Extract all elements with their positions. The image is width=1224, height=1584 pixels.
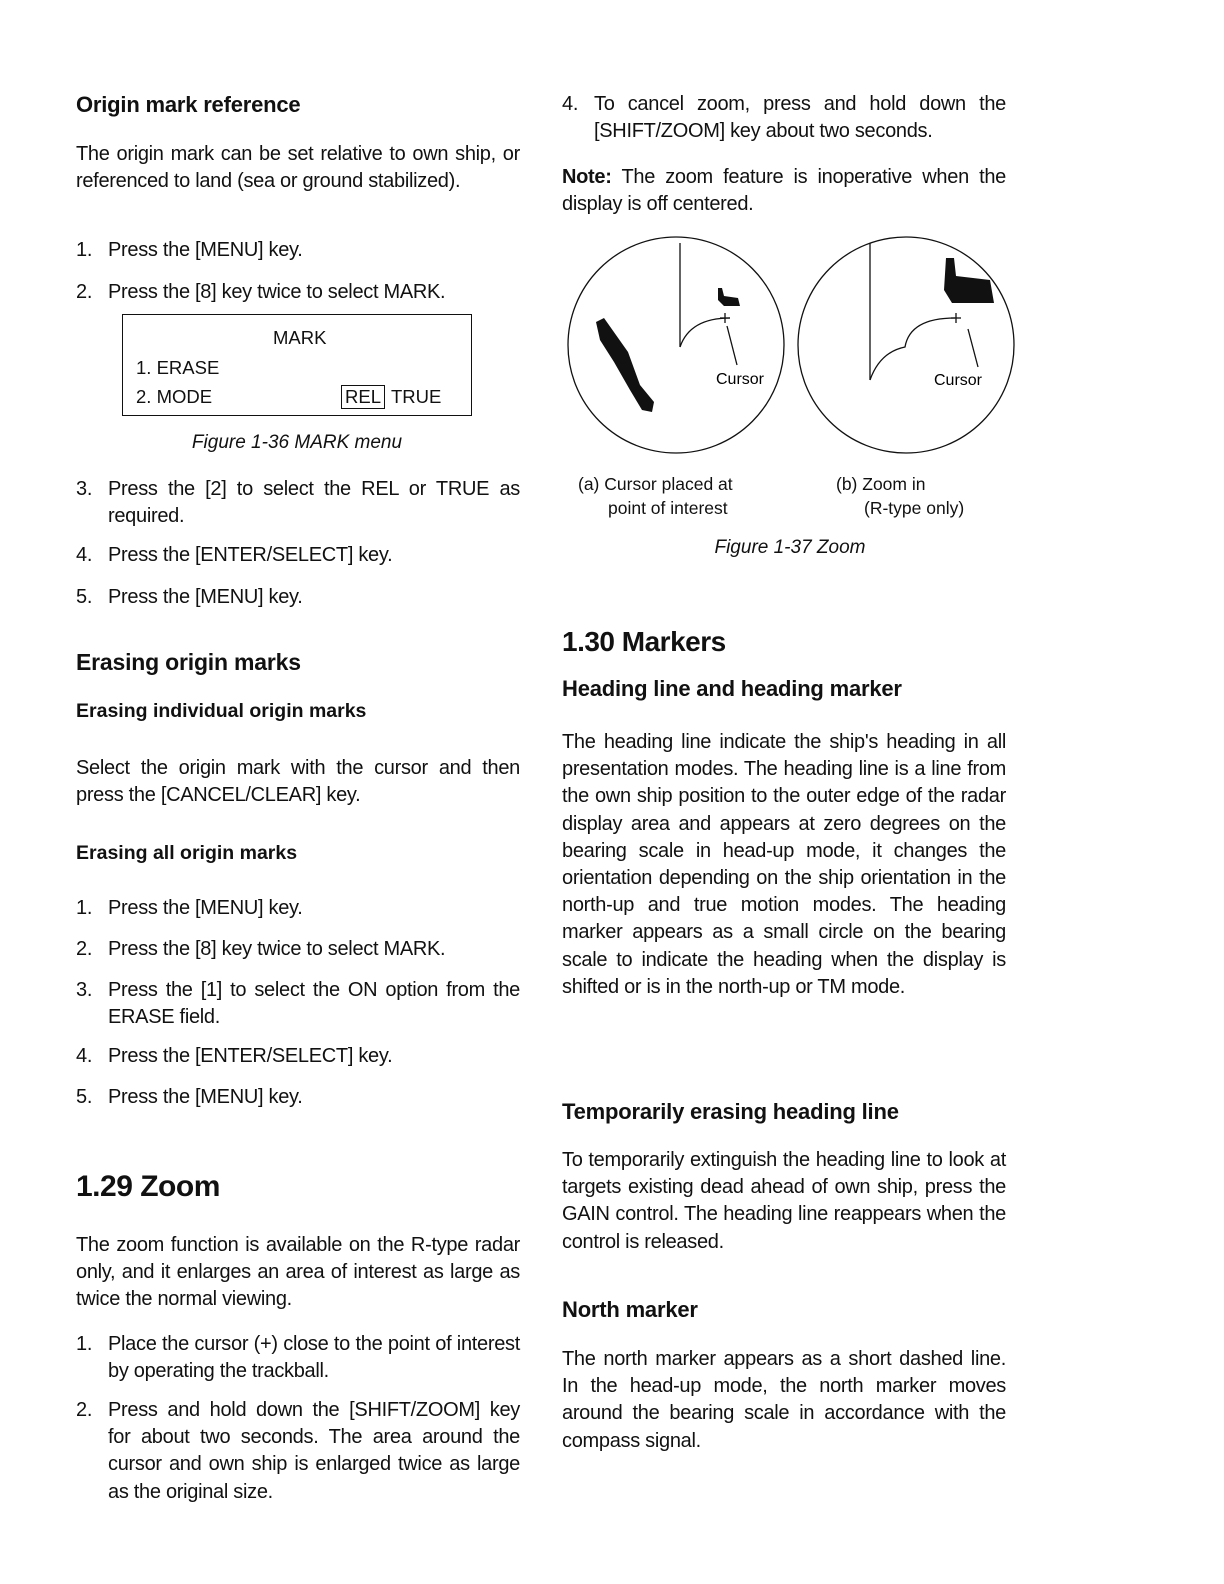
section-heading-markers: 1.30 Markers (562, 626, 726, 657)
north-marker-paragraph: The north marker appears as a short dashed line. In the head-up mode, the north marker moves around the bearing scale in accordance with the compass signal. (562, 1348, 1006, 1452)
figure-subcaption-a (578, 472, 733, 520)
note-label: Note: (562, 166, 612, 188)
caption-a-line2: point of interest (608, 498, 728, 518)
list-text: Press the [8] key twice to select MARK. (108, 281, 446, 303)
list-item (76, 1043, 520, 1070)
list-text: Press the [MENU] key. (108, 586, 303, 608)
list-item (76, 1397, 520, 1506)
subheading-temporarily-erasing: Temporarily erasing heading line (562, 1099, 899, 1124)
subheading-all: Erasing all origin marks (76, 842, 298, 864)
list-number: 2. (76, 281, 93, 303)
menu-item-mode: 2. MODE (136, 386, 213, 407)
temp-erasing-paragraph: To temporarily extinguish the heading line to look at targets existing dead ahead of own ship, press the GAIN control. The heading line reappears when the control is released. (562, 1149, 1006, 1253)
individual-paragraph: Select the origin mark with the cursor and then press the [CANCEL/CLEAR] key. (76, 757, 520, 807)
radar-display-a (568, 237, 784, 453)
list-item (76, 977, 520, 1031)
list-item (76, 936, 520, 963)
zoom-paragraph: The zoom function is available on the R-type radar only, and it enlarges an area of interest as large as twice the normal viewing. (76, 1234, 520, 1311)
subheading-heading-line: Heading line and heading marker (562, 676, 902, 701)
list-number: 3. (76, 478, 93, 500)
list-number: 4. (76, 544, 93, 566)
section-heading-erasing: Erasing origin marks (76, 649, 301, 675)
list-item (76, 895, 520, 922)
menu-item-erase: 1. ERASE (136, 357, 220, 378)
list-text: Press the [MENU] key. (108, 897, 303, 919)
list-item (76, 542, 520, 569)
radar-circle-a (568, 237, 784, 453)
list-number: 5. (76, 1086, 93, 1108)
subheading-individual: Erasing individual origin marks (76, 700, 367, 722)
list-number: 3. (76, 979, 93, 1001)
echo-b (944, 258, 994, 303)
list-number: 1. (76, 897, 93, 919)
subheading-north-marker: North marker (562, 1297, 698, 1322)
list-text: To cancel zoom, press and hold down the [SHIFT/ZOOM] key about two seconds. (594, 93, 1006, 143)
list-number: 1. (76, 1333, 93, 1355)
heading-line-paragraph: The heading line indicate the ship's heading in all presentation modes. The heading line is a line from the own ship position to the outer edge of the radar display area and appears at zero degrees on the bearing scale in head-up mode, it changes the orientation depending on the ship orientation in the north-up and true motion modes. The heading marker appears as a small circle on the bearing scale to indicate the heading when the display is shifted or is in the north-up or TM mode. (562, 731, 1006, 998)
cursor-label-a: Cursor (716, 371, 765, 388)
list-text: Place the cursor (+) close to the point of interest by operating the trackball. (108, 1333, 520, 1383)
list-text: Press the [8] key twice to select MARK. (108, 938, 446, 960)
caption-a-line1: (a) Cursor placed at (578, 474, 733, 494)
zoom-figure (0, 0, 1224, 520)
section-heading-zoom: 1.29 Zoom (76, 1170, 220, 1203)
figure-subcaption-b (836, 472, 964, 520)
list-text: Press the [MENU] key. (108, 1086, 303, 1108)
list-item (76, 584, 520, 611)
figure-caption: Figure 1-36 MARK menu (191, 432, 403, 453)
note-text: The zoom feature is inoperative when the display is off centered. (562, 166, 1006, 216)
list-text: Press the [MENU] key. (108, 239, 303, 261)
radar-display-b (798, 237, 1014, 453)
section-heading-origin-mark: Origin mark reference (76, 92, 301, 117)
list-number: 1. (76, 239, 93, 261)
track-a (680, 318, 730, 347)
list-item (76, 1084, 520, 1111)
track-b (870, 318, 955, 380)
list-number: 2. (76, 938, 93, 960)
cursor-arrow-b (968, 329, 978, 367)
menu-option-true: TRUE (391, 386, 442, 407)
list-text: Press and hold down the [SHIFT/ZOOM] key for about two seconds. The area around the cursor and own ship is enlarged twice as large as the original size. (108, 1399, 520, 1503)
list-text: Press the [1] to select the ON option from the ERASE field. (108, 979, 520, 1029)
list-text: Press the [2] to select the REL or TRUE as required. (108, 478, 520, 528)
list-text: Press the [ENTER/SELECT] key. (108, 1045, 393, 1067)
figure-caption: Figure 1-37 Zoom (714, 537, 866, 558)
menu-option-rel-selected: REL (341, 385, 385, 409)
list-number: 5. (76, 586, 93, 608)
cursor-label-b: Cursor (934, 372, 983, 389)
list-item (76, 1331, 520, 1385)
list-number: 2. (76, 1399, 93, 1421)
cursor-arrow-a (727, 326, 737, 365)
menu-title: MARK (273, 327, 327, 348)
origin-paragraph: The origin mark can be set relative to own ship, or referenced to land (sea or ground stabilized). (76, 143, 520, 193)
list-text: Press the [ENTER/SELECT] key. (108, 544, 393, 566)
caption-b-line2: (R-type only) (864, 498, 965, 518)
list-number: 4. (76, 1045, 93, 1067)
list-number: 4. (562, 93, 579, 115)
echo-a (596, 288, 740, 412)
caption-b-line1: (b) Zoom in (836, 474, 926, 494)
